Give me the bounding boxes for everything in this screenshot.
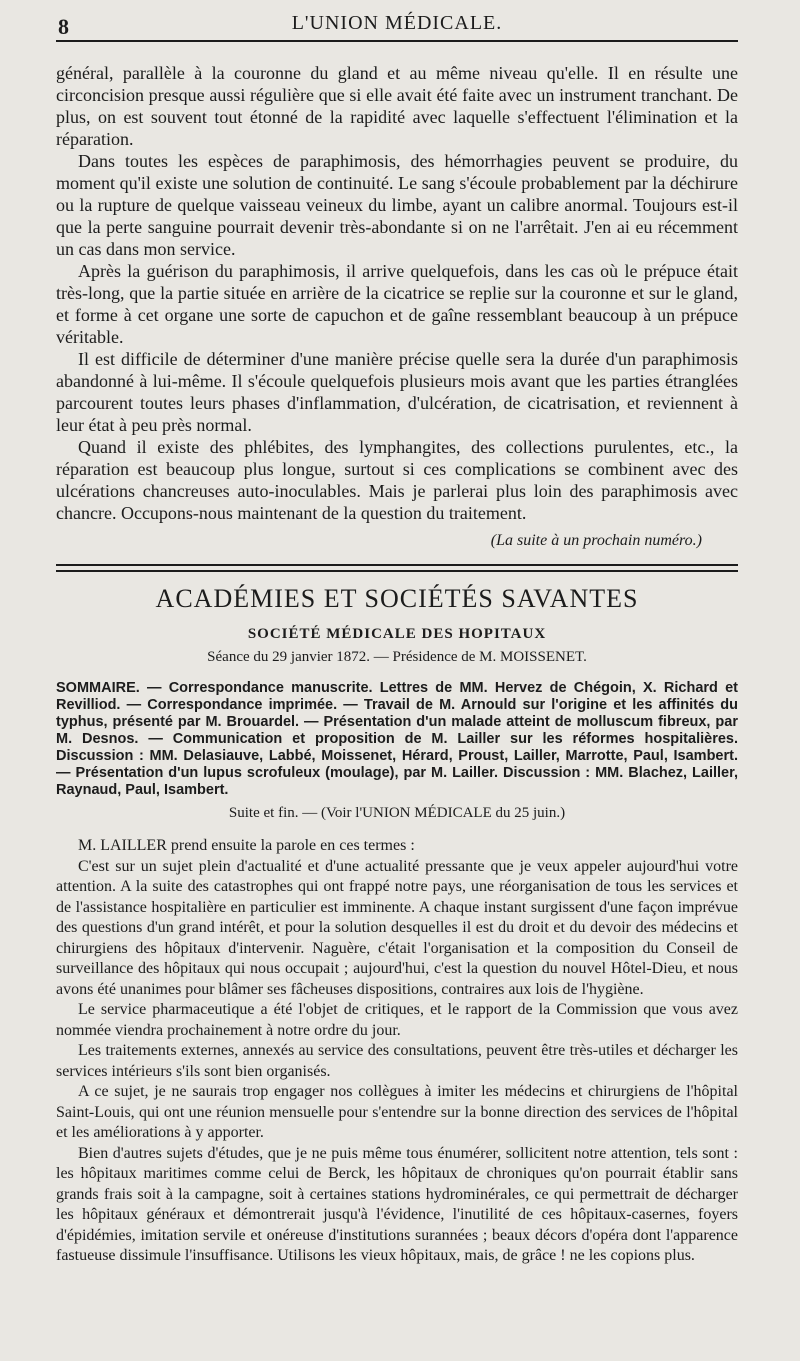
sommaire-block	[56, 680, 738, 822]
section-divider	[56, 564, 738, 572]
page-number: 8	[58, 14, 69, 39]
intro-text	[56, 62, 738, 524]
society-heading: SOCIÉTÉ MÉDICALE DES HOPITAUX	[247, 626, 547, 642]
paragraph: Quand il existe des phlébites, des lymphangites, des collections purulentes, etc., la réparation est beaucoup plus longue, surtout si ces complications se combinent avec des ulcérations chancreuses auto-inoculables. Mais je parlerai plus loin des paraphimosis avec chancre. Occupons-nous maintenant de la question du traitement.	[56, 437, 738, 523]
sommaire-text: SOMMAIRE. — Correspondance manuscrite. Lettres de MM. Hervez de Chégoin, X. Richard et Revilliod. — Correspondance imprimée. — Travail de M. Arnould sur l'origine et les affinités du typhus, présenté par M. Brouardel. — Présentation d'un malade atteint de molluscum fibreux, par M. Desnos. — Communication et proposition de M. Lailler sur les réformes hospitalières. Discussion : MM. Delasiauve, Labbé, Moissenet, Hérard, Proust, Lailler, Marrotte, Paul, Isambert. — Présentation d'un lupus scrofuleux (moulage), par M. Lailler. Discussion : MM. Blachez, Lailler, Raynaud, Paul, Isambert.	[56, 680, 738, 798]
article-body	[56, 836, 738, 1267]
section-title: ACADÉMIES ET SOCIÉTÉS SAVANTES	[155, 584, 639, 613]
paragraph: Après la guérison du paraphimosis, il arrive quelquefois, dans les cas où le prépuce était très-long, que la partie située en arrière de la cicatrice se replie sur la couronne et sur le gland, et forme à cet organe une sorte de capuchon et de gaîne ressemblant beaucoup à un prépuce véritable.	[56, 261, 738, 347]
paragraph: Bien d'autres sujets d'études, que je ne puis même tous énumérer, sollicitent notre attention, tels sont : les hôpitaux maritimes comme celui de Berck, les hôpitaux de chroniques qu'on pourrait établir sans grands frais soit à la campagne, soit à certaines stations hydrominérales, ce qui permettrait de décharger les hôpitaux généraux et démontrerait jusqu'à l'évidence, l'inutilité de ces hôpitaux-casernes, foyers d'épidémies, imitation servile et onéreuse d'institutions surannées ; beaux décors d'opéra dont l'apparence fastueuse dissimule l'insuffisance. Utilisons les vieux hôpitaux, mais, de grâce ! ne les copions plus.	[56, 1144, 738, 1264]
paragraph: Dans toutes les espèces de paraphimosis, des hémorrhagies peuvent se produire, du moment qu'il existe une solution de continuité. Le sang s'écoule probablement par la déchirure ou la rupture de quelque vaisseau veineux du limbe, ayant un calibre anormal. Toujours est-il que la perte sanguine pourrait devenir très-abondante si on ne l'arrêtait. J'en ai eu récemment un cas dans mon service.	[56, 151, 738, 259]
paragraph: C'est sur un sujet plein d'actualité et d'une actualité pressante que je veux appeler aujourd'hui votre attention. A la suite des catastrophes qui ont frappé notre pays, une réorganisation de tous les services et de l'assistance hospitalière en particulier est imminente. A chaque instant surgissent d'une façon imprévue des questions d'un grand intérêt, et pour la solution desquelles il est du droit et du devoir des médecins et chirurgiens des hôpitaux d'intervenir. Naguère, c'était l'organisation et la composition du Conseil de surveillance des hôpitaux qui nous occupait ; aujourd'hui, c'est la question du nouvel Hôtel-Dieu, et nous avons été unanimes pour blâmer ses fâcheuses dispositions, contraires aux lois de l'hygiène.	[56, 857, 738, 998]
paragraph: Le service pharmaceutique a été l'objet de critiques, et le rapport de la Commission que vous avez nommée viendra prochainement à notre ordre du jour.	[56, 1001, 738, 1039]
paragraph: Il est difficile de déterminer d'une manière précise quelle sera la durée d'un paraphimosis abandonné à lui-même. Il s'écoule quelquefois plusieurs mois avant que les parties étranglées parcourent toutes leurs phases d'inflammation, d'ulcération, de cicatrisation, et reviennent à leur état à peu près normal.	[56, 349, 738, 435]
paragraph: général, parallèle à la couronne du gland et au même niveau qu'elle. Il en résulte une circoncision presque aussi régulière que si elle avait été faite avec un instrument tranchant. De plus, on est souvent tout étonné de la rapidité avec laquelle s'effectuent l'élimination et la réparation.	[56, 63, 738, 149]
running-title: L'UNION MÉDICALE.	[291, 12, 503, 34]
seance-line: Séance du 29 janvier 1872. — Présidence de M. MOISSENET.	[207, 649, 587, 665]
sommaire-suite-note: Suite et fin. — (Voir l'UNION MÉDICALE du 25 juin.)	[228, 805, 566, 821]
paragraph: A ce sujet, je ne saurais trop engager nos collègues à imiter les médecins et chirurgiens de l'hôpital Saint-Louis, qui ont une réunion mensuelle pour s'entendre sur la bonne direction des services de l'hôpital et les améliorations à y apporter.	[56, 1083, 738, 1141]
page-header	[56, 0, 738, 42]
paragraph: M. LAILLER prend ensuite la parole en ces termes :	[78, 837, 415, 854]
continuation-note: (La suite à un prochain numéro.)	[490, 532, 702, 549]
paragraph: Les traitements externes, annexés au service des consultations, peuvent être très-utiles et décharger les services intérieurs s'ils sont bien organisés.	[56, 1042, 738, 1080]
